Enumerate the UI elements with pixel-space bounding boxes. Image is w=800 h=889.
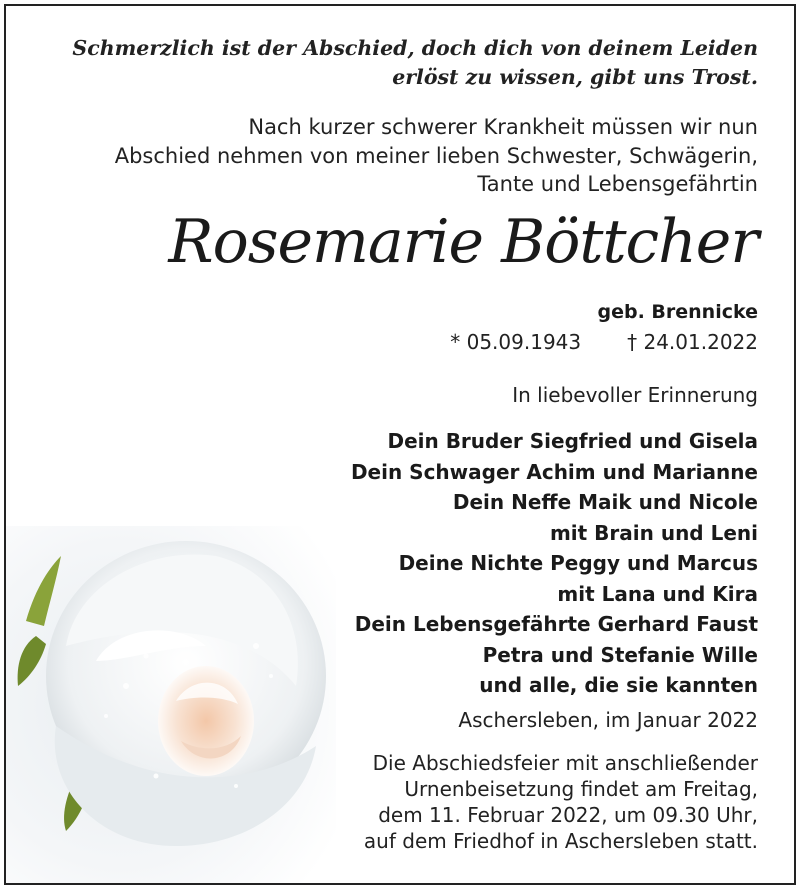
mourner-line: Dein Lebensgefährte Gerhard Faust (354, 612, 758, 636)
verse-line: Schmerzlich ist der Abschied, doch dich von deinem Leiden (72, 36, 758, 60)
mourner-line: Dein Neffe Maik und Nicole (452, 490, 758, 514)
mourner-line: mit Brain und Leni (549, 520, 758, 545)
funeral-line: dem 11. Februar 2022, um 09.30 Uhr, (378, 803, 758, 827)
funeral-line: auf dem Friedhof in Aschersleben statt. (363, 829, 758, 853)
mourner-line: mit Lana und Kira (557, 581, 758, 606)
mourner-line: und alle, die sie kannten (479, 673, 758, 697)
funeral-info (364, 750, 758, 854)
obituary-frame (4, 4, 796, 885)
mourner-line: Deine Nichte Peggy und Marcus (398, 551, 758, 575)
death-date: † 24.01.2022 (627, 330, 758, 354)
verse-line: erlöst zu wissen, gibt uns Trost. (392, 65, 758, 89)
memory-line: In liebevoller Erinnerung (512, 383, 758, 407)
birth-date: * 05.09.1943 (450, 330, 582, 354)
intro-line: Nach kurzer schwerer Krankheit müssen wir nun (248, 115, 758, 139)
mourners-list (351, 426, 758, 701)
funeral-line: Die Abschiedsfeier mit anschließender (372, 751, 758, 775)
mourner-line: Dein Bruder Siegfried und Gisela (387, 429, 758, 453)
mourner-line: Petra und Stefanie Wille (482, 642, 758, 667)
white-rose-image (6, 526, 336, 883)
mourner-line: Dein Schwager Achim und Marianne (350, 459, 758, 484)
intro-text (115, 113, 758, 199)
verse (72, 34, 758, 92)
life-dates (450, 328, 758, 356)
deceased-name: Rosemarie Böttcher (168, 207, 758, 277)
funeral-line: Urnenbeisetzung findet am Freitag, (404, 777, 758, 801)
intro-line: Abschied nehmen von meiner lieben Schwester, Schwägerin, (114, 143, 758, 168)
place-date: Aschersleben, im Januar 2022 (458, 708, 758, 732)
intro-line: Tante und Lebensgefährtin (477, 172, 758, 196)
birth-name: geb. Brennicke (597, 301, 758, 323)
